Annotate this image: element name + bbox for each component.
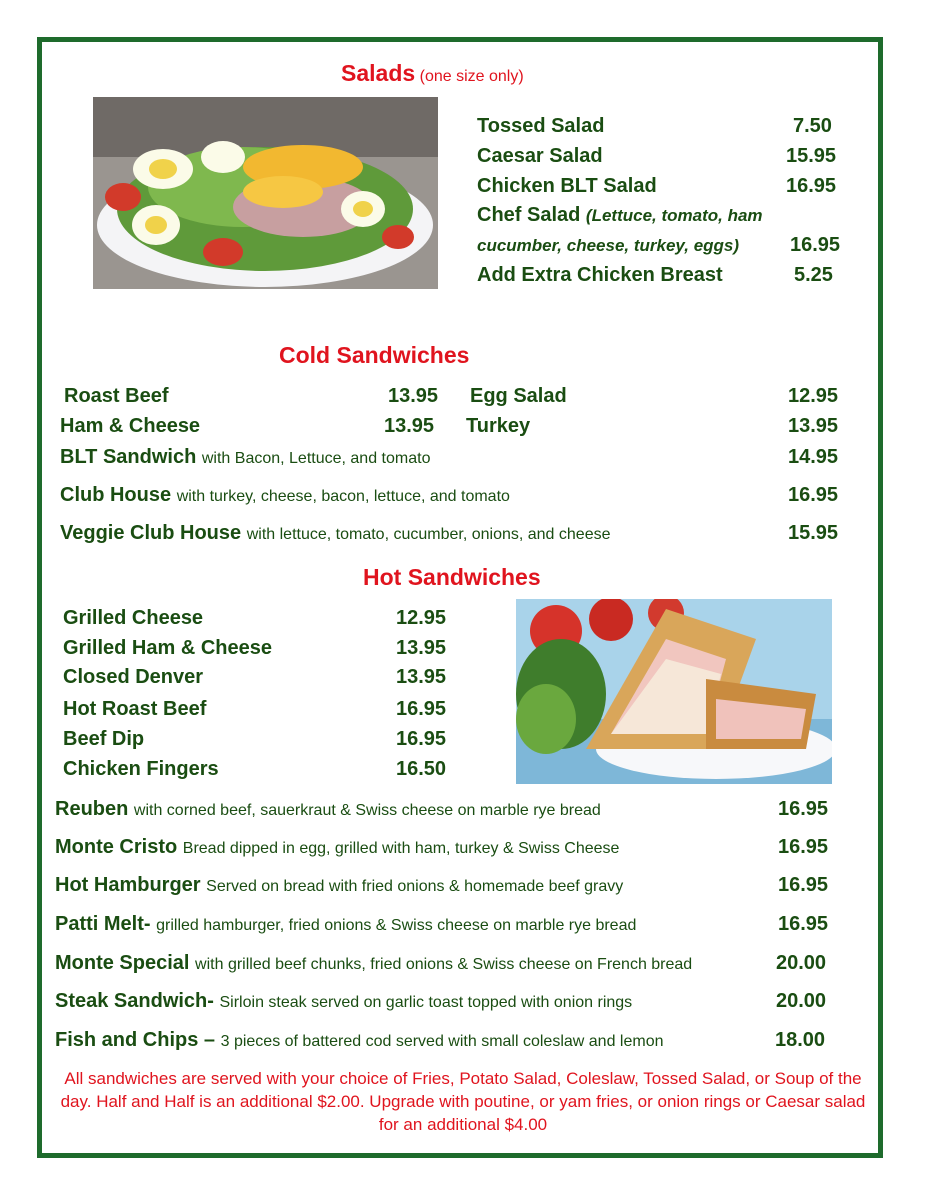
- salad-item-price: 16.95: [790, 234, 841, 256]
- hot-item-name: Monte Special: [55, 952, 190, 974]
- cold-item-name: Egg Salad: [470, 385, 567, 407]
- hot-item-name: Fish and Chips –: [55, 1029, 216, 1051]
- cold-item-price: 12.95: [788, 385, 839, 407]
- hot-item-patti-melt: [55, 913, 636, 936]
- hot-item-monte-cristo: [55, 836, 619, 859]
- hot-item-desc: Sirloin steak served on garlic toast topped with onion rings: [219, 994, 633, 1011]
- hot-sandwiches-title: Hot Sandwiches: [363, 564, 541, 590]
- cold-item-desc: with turkey, cheese, bacon, lettuce, and tomato: [176, 488, 510, 505]
- salads-subtitle: (one size only): [419, 68, 524, 85]
- cold-item-desc: with Bacon, Lettuce, and tomato: [201, 450, 431, 467]
- hot-item-desc: Bread dipped in egg, grilled with ham, turkey & Swiss Cheese: [182, 840, 620, 857]
- hot-item-desc: 3 pieces of battered cod served with small coleslaw and lemon: [220, 1033, 664, 1050]
- hot-item-name: Beef Dip: [63, 728, 145, 750]
- hot-item-name: Hot Roast Beef: [63, 698, 207, 720]
- cold-item-price: 13.95: [788, 415, 839, 437]
- hot-item-price: 12.95: [396, 607, 447, 629]
- hot-item-price: 18.00: [775, 1029, 826, 1051]
- cold-item-blt: [60, 446, 430, 469]
- cold-item-name: Ham & Cheese: [60, 415, 201, 437]
- hot-item-desc: grilled hamburger, fried onions & Swiss cheese on marble rye bread: [156, 917, 637, 934]
- salad-item-chef: [477, 204, 763, 227]
- hot-item-price: 16.95: [778, 798, 829, 820]
- cold-item-name: Veggie Club House: [60, 522, 242, 544]
- cold-item-desc: with lettuce, tomato, cucumber, onions, and cheese: [246, 526, 611, 543]
- salad-item-name: Add Extra Chicken Breast: [477, 264, 723, 286]
- hot-item-name: Reuben: [55, 798, 129, 820]
- cold-item-club: [60, 484, 510, 507]
- cold-sandwiches-title: Cold Sandwiches: [279, 342, 470, 368]
- cold-item-name: Turkey: [466, 415, 531, 437]
- salad-photo: [93, 97, 438, 289]
- salads-title: Salads: [341, 60, 416, 86]
- hot-item-name: Closed Denver: [63, 666, 204, 688]
- hot-item-name: Steak Sandwich-: [55, 990, 214, 1012]
- hot-item-fish-chips: [55, 1029, 664, 1052]
- hot-item-price: 16.50: [396, 758, 447, 780]
- hot-item-monte-special: [55, 952, 692, 975]
- hot-item-name: Grilled Cheese: [63, 607, 204, 629]
- hot-item-price: 13.95: [396, 637, 447, 659]
- hot-item-name: Grilled Ham & Cheese: [63, 637, 272, 659]
- salad-item-name: Tossed Salad: [477, 115, 605, 137]
- salads-heading: [341, 60, 524, 87]
- cold-item-veggie: [60, 522, 610, 545]
- hot-item-price: 20.00: [776, 990, 827, 1012]
- cold-item-price: 14.95: [788, 446, 839, 468]
- hot-item-name: Patti Melt-: [55, 913, 151, 935]
- salad-item-desc: cucumber, cheese, turkey, eggs): [477, 236, 740, 255]
- cold-item-price: 15.95: [788, 522, 839, 544]
- salad-item-chef-line2: [477, 234, 739, 257]
- hot-item-desc: with corned beef, sauerkraut & Swiss cheese on marble rye bread: [133, 802, 601, 819]
- cold-item-price: 13.95: [388, 385, 439, 407]
- salad-item-price: 15.95: [786, 145, 837, 167]
- hot-item-desc: with grilled beef chunks, fried onions & Swiss cheese on French bread: [195, 956, 693, 973]
- hot-item-desc: Served on bread with fried onions & homemade beef gravy: [206, 878, 624, 895]
- salad-item-name: Chicken BLT Salad: [477, 175, 657, 197]
- hot-item-price: 16.95: [396, 728, 447, 750]
- salad-item-price: 5.25: [794, 264, 833, 286]
- cold-item-price: 16.95: [788, 484, 839, 506]
- cold-item-name: Roast Beef: [64, 385, 169, 407]
- hot-item-name: Monte Cristo: [55, 836, 178, 858]
- hot-item-steak: [55, 990, 632, 1013]
- salad-item-price: 16.95: [786, 175, 837, 197]
- hot-item-reuben: [55, 798, 601, 821]
- hot-item-hamburger: [55, 874, 623, 897]
- hot-item-price: 16.95: [778, 836, 829, 858]
- hot-item-price: 16.95: [778, 913, 829, 935]
- salad-item-price: 7.50: [793, 115, 832, 137]
- salad-item-name: Chef Salad: [477, 204, 581, 226]
- hot-item-name: Chicken Fingers: [63, 758, 219, 780]
- hot-item-name: Hot Hamburger: [55, 874, 201, 896]
- salad-item-name: Caesar Salad: [477, 145, 603, 167]
- salad-item-desc: (Lettuce, tomato, ham: [585, 206, 763, 225]
- sandwich-photo: [516, 599, 832, 784]
- hot-item-price: 13.95: [396, 666, 447, 688]
- cold-item-name: Club House: [60, 484, 172, 506]
- sides-note: All sandwiches are served with your choice of Fries, Potato Salad, Coleslaw, Tossed Salad, or Soup of the day. Half and Half is an additional $2.00. Upgrade with poutine, or yam fries, or onion rings or Caesar salad for an additional $4.00: [60, 1069, 866, 1134]
- hot-item-price: 16.95: [396, 698, 447, 720]
- hot-item-price: 16.95: [778, 874, 829, 896]
- cold-item-price: 13.95: [384, 415, 435, 437]
- hot-item-price: 20.00: [776, 952, 827, 974]
- cold-item-name: BLT Sandwich: [60, 446, 197, 468]
